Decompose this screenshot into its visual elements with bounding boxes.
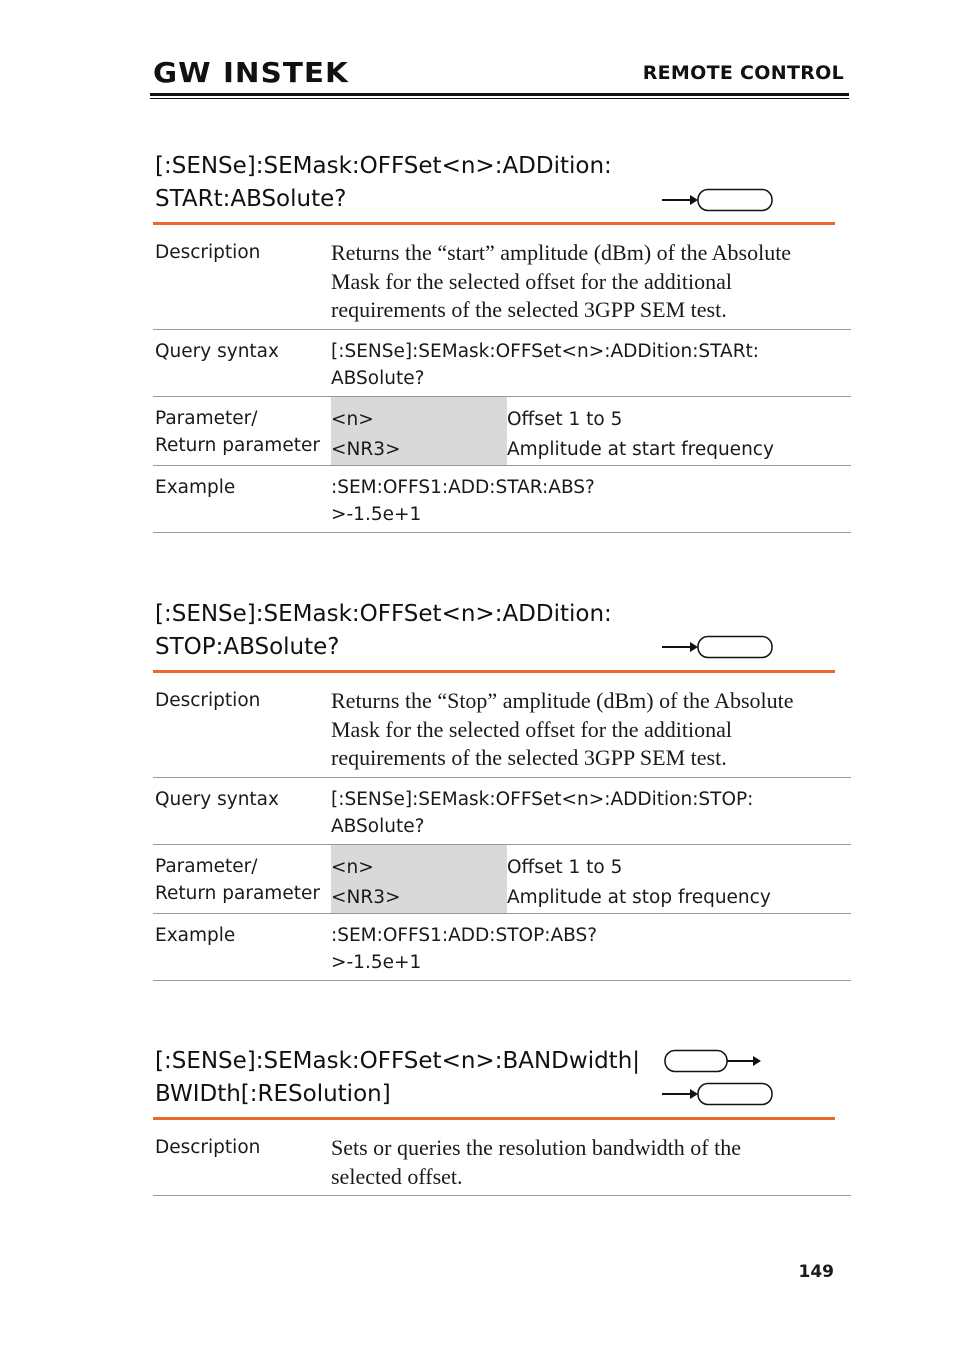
param-desc: Amplitude at stop frequency [507,886,771,908]
param-desc: Offset 1 to 5 [507,408,623,430]
query-icon [660,1082,776,1106]
example-value: :SEM:OFFS1:ADD:STOP:ABS? >-1.5e+1 [331,924,598,973]
query-syntax-label: Query syntax [155,788,279,810]
query-syntax-value: [:SENSe]:SEMask:OFFSet<n>:ADDition:STARt: ABSolute? [331,340,760,389]
example-value: :SEM:OFFS1:ADD:STAR:ABS? >-1.5e+1 [331,476,595,525]
description-row [153,1120,851,1196]
param-name: <n> [331,845,507,883]
description-row [153,225,851,330]
parameter-table [331,397,851,465]
parameter-label: Parameter/ Return parameter [155,855,320,904]
query-icon [660,635,776,659]
description-text: Sets or queries the resolution bandwidth of the selected offset. [331,1135,741,1189]
description-text: Returns the “start” amplitude (dBm) of the Absolute Mask for the selected offset for the additional requirements of the selected 3GPP SEM test. [331,240,792,322]
param-desc: Offset 1 to 5 [507,856,623,878]
description-row [153,673,851,778]
parameter-row [153,845,851,914]
param-desc: Amplitude at start frequency [507,438,774,460]
header-title: REMOTE CONTROL [642,62,844,84]
page-number: 149 [798,1262,834,1282]
description-label: Description [155,242,261,263]
header-rule-thin [150,98,849,99]
header-rule [150,93,849,96]
command-section-stop-absolute [153,598,853,981]
param-name: <NR3> [331,435,507,465]
parameter-label: Parameter/ Return parameter [155,407,320,456]
param-name: <NR3> [331,883,507,913]
example-row [153,914,851,981]
example-row [153,466,851,533]
command-section-start-absolute [153,150,853,533]
query-syntax-value: [:SENSe]:SEMask:OFFSet<n>:ADDition:STOP: ABSolute? [331,788,754,837]
command-title: [:SENSe]:SEMask:OFFSet<n>:BANDwidth| BWIDth[:RESolution] [155,1048,641,1107]
query-syntax-row [153,330,851,397]
gw-instek-logo: GW INSTEK [153,56,349,89]
example-label: Example [155,924,236,946]
description-text: Returns the “Stop” amplitude (dBm) of the Absolute Mask for the selected offset for the additional requirements of the selected 3GPP SEM test. [331,688,794,770]
parameter-table [331,845,851,913]
param-name: <n> [331,397,507,435]
query-syntax-label: Query syntax [155,340,279,362]
command-title: [:SENSe]:SEMask:OFFSet<n>:ADDition: STOP:ABSolute? [155,601,612,660]
description-label: Description [155,690,261,711]
command-section-bandwidth-resolution [153,1045,853,1196]
query-icon [660,188,776,212]
example-label: Example [155,476,236,498]
parameter-row [153,397,851,466]
query-syntax-row [153,778,851,845]
command-title: [:SENSe]:SEMask:OFFSet<n>:ADDition: STARt:ABSolute? [155,153,612,212]
description-label: Description [155,1137,261,1158]
set-icon [661,1049,765,1073]
